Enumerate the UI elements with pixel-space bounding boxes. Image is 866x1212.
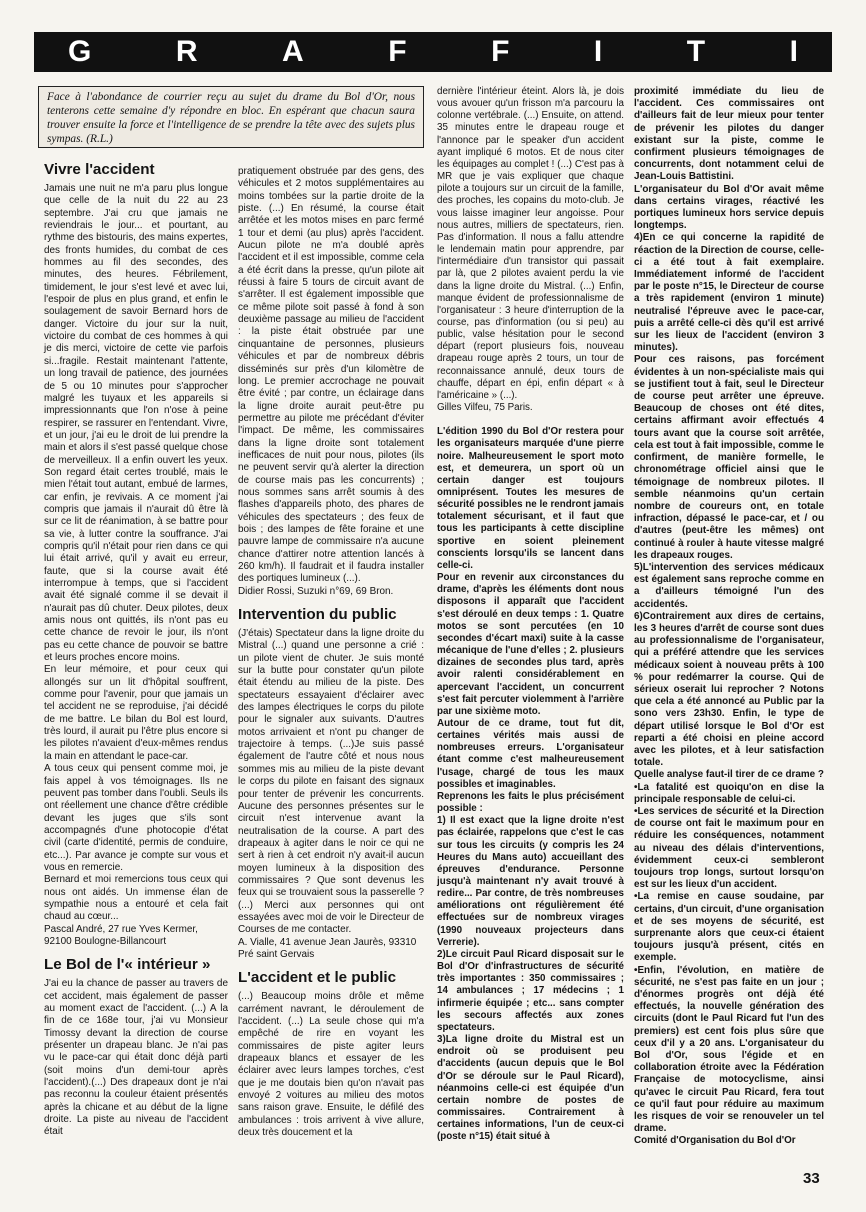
paragraph: (J'étais) Spectateur dans la ligne droite du Mistral (...) quand une personne a crié : un pilote vient de chuter. Je suis monté sur la butte pour constater qu'un pilote était étendu au milieu de la piste. Des spectateurs essayaient d'éclairer avec des lampes électriques le corps du pilote pour le signaler aux suivants. D'autres motos arrivaient et n'ont pu changer de trajectoire à temps. (...)Je suis passé également de l'autre côté et nous nous sommes mis au milieu de la piste devant le corps du pilote en faisant des signaux pour tenter de prévenir les concurrents. Aucune des personnes présentes sur le circuit n'est intervenue avant la neutralisation de la course. A part des drapeaux à agiter dans le noir ce qui ne sert à rien à cet endroit n'y avait-il aucun moyen lumineux à la disposition des commissaires ? Que sont devenus les feux qui se trouvaient sous la passerelle ? (...) Merci aux personnes qui ont essayées avec moi de voir le Directeur de Courses de me contacter. (238, 628, 424, 936)
paragraph: Pour ces raisons, pas forcément évidentes à un non-spécialiste mais qui se justifient tout à fait, seul le Directeur de course peut arrêter une épreuve. Beaucoup de choses ont été dites, certains affirmant avoir effectués 4 tours avant que la course soit arrêtée, cela est tout à fait impossible, comme le confirment, de manière formelle, le chronométrage officiel ainsi que le témoignage de nombreux pilotes. Il semble néanmoins qu'un certain nombre de coureurs ont, en totale infraction, dépassé le pace-car, et / ou d'autres (peut-être les mêmes) ont continué à rouler à haute vitesse malgré les drapeaux rouges. (634, 354, 824, 561)
banner-letter: T (686, 35, 706, 68)
column-2 (238, 166, 424, 1139)
signature: Gilles Vilfeu, 75 Paris. (437, 402, 533, 414)
banner-letter: F (388, 35, 407, 68)
article-title: Vivre l'accident (44, 161, 155, 178)
paragraph: Quelle analyse faut-il tirer de ce drame ? (634, 769, 824, 781)
intro-box (38, 86, 424, 148)
paragraph: pratiquement obstruée par des gens, des véhicules et 2 motos supplémentaires au moins tombées sur la partie droite de la piste. (...) En résumé, la course était arrêtée et les motos mises en parc fermé 1 tour et demi (au plus) après l'accident. Aucun pilote ne m'a doublé après l'accident et il est impossible, comme cela a été écrit dans la presse, qu'un pilote ait réussi à faire 5 tours de circuit avant de s'arrêter. Il est également impossible que ce même pilote soit passé à fond à son deuxième passage au milieu de l'accident : la piste était obstruée par une cinquantaine de personnes, plusieurs véhicules et par de nombreux débris disséminés sur près d'un kilomètre de long. Le premier accrochage ne pouvait être évité ; par contre, un éclairage dans la ligne droite aurait peut-être pu permettre au pilote me précédant d'éviter l'impact. De même, les commissaires dans la ligne droite sont totalement inefficaces de nuit pour nous, pilotes (ils ne peuvent servir qu'à alerter la direction de course mais pas les concurrents) ; nous sommes sans arrêt soumis à des flashes d'appareils photo, des phares de véhicules des spectateurs ; des feux de bois ; des lampes de fête foraine et une pauvre lampe de commissaire n'a aucune chance d'attirer notre attention lancés à 260 km/h). Il faudrait et il faudra installer des portiques lumineux (...). (238, 166, 424, 585)
paragraph: dernière l'intérieur éteint. Alors là, je dois vous avouer qu'un frisson m'a parcouru la colonne vertébrale. (...) Ensuite, on attend. 35 minutes entre le drapeau rouge et l'annonce par le speaker d'un accident ayant impliqué 6 motos. Et de nous citer les équipages au complet ! (...) C'est pas à MR que je vais expliquer que chaque pilote a toujours sur un circuit de la famille, des proches, les copains du moto-club. Je vous laisse imaginer leur angoisse. Pour nous autres, milliers de spectateurs, rien. Pas d'information. Il nous a fallu attendre le lendemain matin pour apprendre, par l'intermédiaire d'un transistor qui passait par là, que 2 pilotes avaient perdu la vie dans la ligne droite du Mistral. (...) Enfin, manque évident de professionnalisme de l'organisateur : 3 heure d'interruption de la course, pas d'information (ou si peu) au public, valse hésitation pour le second départ (report plusieurs fois, nouveau drapeau rouge après 2 tours, un tour de reconnaissance annulé, deux tours de chauffe, départ en épi, enfin départ « à l'américaine » (...). (437, 86, 624, 401)
column-3 (437, 86, 624, 1143)
paragraph: •Enfin, l'évolution, en matière de sécurité, ne s'est pas faite en un jour ; d'énormes progrès ont déjà été effectués, la nouvelle génération des circuits (dont le Paul Ricard fut l'un des premiers) est cent fois plus sûre que ceux d'il y a 20 ans. L'organisateur du Bol d'Or, sous l'égide et en collaboration étroite avec la Fédération Française de motocyclisme, ainsi qu'avec le circuit Pau Ricard, fera tout ce qu'il faut pour réduire au maximum les risques de voir se renouveler un tel drame. (634, 964, 824, 1135)
paragraph: A tous ceux qui pensent comme moi, je fais appel à vos témoignages. Ils ne peuvent pas tomber dans l'oubli. Seuls ils ont réellement une chance d'être crédible devant les juges que s'ils sont accompagnés d'une photocopie d'état civil (carte d'identité, permis de conduire, etc...). Par avance je compte sur vous et vous en remercie. (44, 763, 228, 873)
column-4 (634, 86, 824, 1148)
banner-letter: G (68, 35, 92, 68)
paragraph: Pour en revenir aux circonstances du drame, d'après les éléments dont nous disposons il apparaît que l'accident s'est déroulé en deux temps : 1. Quatre motos se sont percutées (en 10 secondes d'écart maxi) suite à la casse mécanique de l'une d'elles ; 2. plusieurs dizaines de secondes plus tard, après avoir ralenti considérablement en apercevant l'accident, un concurrent s'est fait percuter violemment à l'arrière par une sixième moto. (437, 572, 624, 717)
banner-letter: R (175, 35, 198, 68)
banner-letter: A (282, 35, 304, 68)
signature: Comité d'Organisation du Bol d'Or (634, 1135, 796, 1147)
paragraph: L'organisateur du Bol d'Or avait même dans certains virages, réactivé les portiques lumineux hors service depuis longtemps. (634, 183, 824, 232)
paragraph: •Les services de sécurité et la Direction de course ont fait le maximum pour en réduire les conséquences, notamment au niveau des délais d'interventions, évidemment ceux-ci sembleront toujours trop longs, surtout lorsqu'on est sur les lieux d'un accident. (634, 805, 824, 891)
paragraph: 2)Le circuit Paul Ricard disposait sur le Bol d'Or d'infrastructures de sécurité très importantes : 350 commissaires ; 14 ambulances ; 17 médecins ; 1 infirmerie équipée ; etc... sans compter les secours affectés aux zones spectateurs. (437, 948, 624, 1033)
paragraph: En leur mémoire, et pour ceux qui allongés sur un lit d'hôpital souffrent, comme pour l'avenir, pour que jamais un tel accident ne se reproduise, j'ai décidé de me battre. Le bilan du Bol est lourd, très lourd, il aurait pu l'être plus encore si les pilotes n'avaient d'eux-mêmes rendus la main en attendant le pace-car. (44, 664, 228, 762)
signature: Pascal André, 27 rue Yves Kermer, 92100 Boulogne-Billancourt (44, 923, 198, 947)
paragraph: 5)L'intervention des services médicaux est également sans reproche comme en a d'ailleurs témoigné l'un des accidentés. (634, 561, 824, 610)
banner-letter: I (789, 35, 798, 68)
paragraph: Jamais une nuit ne m'a paru plus longue que celle de la nuit du 22 au 23 septembre. J'ai cru que jamais ne reviendrais le jour... et pourtant, au rythme des bistouris, des mains expertes, des fronts humides, du combat de ces hommes au fil des secondes, des minutes, des heures. Fébrilement, timidement, le jour s'est levé et avec lui, l'espoir de plus en plus grand, et enfin le soulagement de savoir Bernard hors de danger. Victoire du jour sur la nuit, victoire du combat de ces hommes à qui je dis merci, victoire de cette vie parfois si...fragile. Restait maintenant l'attente, un long travail de patience, des journées de 5 ou 10 minutes pour s'approcher malgré les tuyaux et les appareils si impressionnants que l'on n'ose à peine respirer, se rassurer en l'entendant. Vivre, et un jour, j'ai eu le droit de lui prendre la main et alors il s'est passé quelque chose de merveilleux. Il a enfin ouvert les yeux. Son regard était certes troublé, mais le mien l'était tout autant, embué de larmes, car enfin, je revivais. A ce moment j'ai compris que jamais il n'aurait dû être là sur ce lit de réanimation, à se battre pour sa vie, à lutter contre la souffrance. J'ai compris qu'il n'était pour rien dans ce qui lui était arrivé, qu'il y avait eu erreur, faute, que si la course avait été interrompue à temps, que si l'accident avait été signalé comme il se devait il n'aurait pas dû chuter. Deux pilotes, deux amis nous ont quittés, ils n'ont pas eu cette chance de revoir le jour, ils n'ont pas eu cette chance de pouvoir se battre et leurs proches encore moins. (44, 183, 228, 664)
banner-letter: F (491, 35, 510, 68)
paragraph: 4)En ce qui concerne la rapidité de réaction de la Direction de course, celle-ci a été tout à fait exemplaire. Immédiatement informé de l'accident par le poste n°15, le Directeur de course a très rapidement (environ 1 minute) neutralisé l'épreuve avec le pace-car, puis a arrêté celle-ci dès qu'il est arrivé sur les lieux de l'accident (environ 3 minutes). (634, 232, 824, 354)
paragraph: •La fatalité est quoiqu'on en dise la principale responsable de celui-ci. (634, 781, 824, 805)
signature: Didier Rossi, Suzuki n°69, 69 Bron. (238, 585, 394, 597)
paragraph: •La remise en cause soudaine, par certains, d'un circuit, d'une organisation et de ses moyens de sécurité, est surprenante alors que ceux-ci étaient toujours jusqu'à présent, cités en exemple. (634, 891, 824, 964)
paragraph: Reprenons les faits le plus précisément possible : (437, 790, 624, 815)
organizer-response (437, 426, 624, 1143)
article-title: Intervention du public (238, 606, 397, 624)
paragraph: Autour de ce drame, tout fut dit, certaines vérités mais aussi de nombreuses erreurs. L'organisateur étant comme c'est malheureusement l'usage, chargé de tous les maux possibles et imaginables. (437, 717, 624, 790)
graffiti-banner (34, 32, 832, 72)
paragraph: (...) Beaucoup moins drôle et même carrément navrant, le déroulement de l'accident. (...) La seule chose qui m'a empêché de rire en voyant les commissaires de piste agiter leurs drapeaux blancs et essayer de les éclairer avec leurs lampes torches, c'est que je me doutais bien qu'on n'avait pas envoyé 2 voitures au milieu des motos sans raison grave. Ensuite, le défilé des ambulances : trois arrivent à vive allure, deux très doucement et la (238, 991, 424, 1139)
signature: A. Vialle, 41 avenue Jean Jaurès, 93310 Pré saint Gervais (238, 936, 417, 960)
paragraph: 3)La ligne droite du Mistral est un endroit où se produisent peu d'accidents (aucun depuis que le Bol d'Or se déroule sur le Paul Ricard), néanmoins celle-ci est équipée d'un certain nombre de postes de commissaires. Contrairement à certaines informations, l'un de ceux-ci (poste n°15) était situé à (437, 1034, 624, 1143)
page-number: 33 (803, 1170, 820, 1187)
paragraph: proximité immédiate du lieu de l'accident. Ces commissaires ont d'ailleurs fait de leur mieux pour tenter de prévenir les pilotes du danger existant sur la piste, comme le confirment plusieurs témoignages de concurrents, dont notamment celui de Jean-Louis Battistini. (634, 86, 824, 183)
paragraph: J'ai eu la chance de passer au travers de cet accident, mais également de passer au moment exact de l'accident. (...) A la fin de ce 168e tour, j'ai vu Monsieur Timossy devant la direction de course présenter un drapeau blanc. Je n'ai pas vu le pace-car qui était donc déjà parti (soit moins d'un demi-tour après l'accident).(...) Des drapeaux dont je n'ai pas reconnu la couleur étaient présentés après la chicane et au début de la ligne droite. La piste au niveau de l'accident était (44, 978, 228, 1138)
banner-letter: I (593, 35, 603, 68)
article-title: Le Bol de l'« intérieur » (44, 956, 211, 974)
paragraph: Bernard et moi remercions tous ceux qui nous ont aidés. Un immense élan de sympathie nous a entouré et cela fait chaud au cœur... (44, 874, 228, 923)
column-1 (44, 160, 228, 1139)
intro-text: Face à l'abondance de courrier reçu au sujet du drame du Bol d'Or, nous tenterons cette semaine d'y répondre en bloc. En espérant que chacun saura trouver ensuite la force et l'intelligence de se prendre la tête avec des sujets plus sympas. (R.L.) (47, 91, 415, 145)
article-title: L'accident et le public (238, 969, 397, 987)
paragraph: L'édition 1990 du Bol d'Or restera pour les organisateurs marquée d'une pierre noire. Malheureusement le sport moto est, et demeurera, un sport où un certain danger est toujours omniprésent. Toutes les mesures de sécurité possibles ne le rendront jamais totalement sécurisant, et il faut que tous les participants à cette discipline sportive en soient pleinement conscients lorsqu'ils se lancent dans celle-ci. (437, 426, 624, 571)
paragraph: 1) Il est exact que la ligne droite n'est pas éclairée, rappelons que c'est le cas sur tous les circuits (y compris les 24 Heures du Mans auto) accueillant des épreuves d'endurance. Personne jusqu'à maintenant n'y avait trouvé à redire... Par contre, de très nombreuses améliorations ont régulièrement été effectuées sur de nombreux virages (1990 nouveaux projecteurs dans Verrerie). (437, 815, 624, 948)
paragraph: 6)Contrairement aux dires de certains, les 3 heures d'arrêt de course sont dues au professionnalisme de l'organisateur, qui a préféré attendre que les services médicaux soient à nouveau prêts à 100 % pour redémarrer la course. Qui de sérieux oserait lui reprocher ? Notons que cela a été annoncé au Public par la sono vers 23h30. Enfin, le type de départ utilisé lorsque le Bol d'Or est reparti a été choisi en pleine accord avec les pilotes, et à leur satisfaction totale. (634, 610, 824, 769)
